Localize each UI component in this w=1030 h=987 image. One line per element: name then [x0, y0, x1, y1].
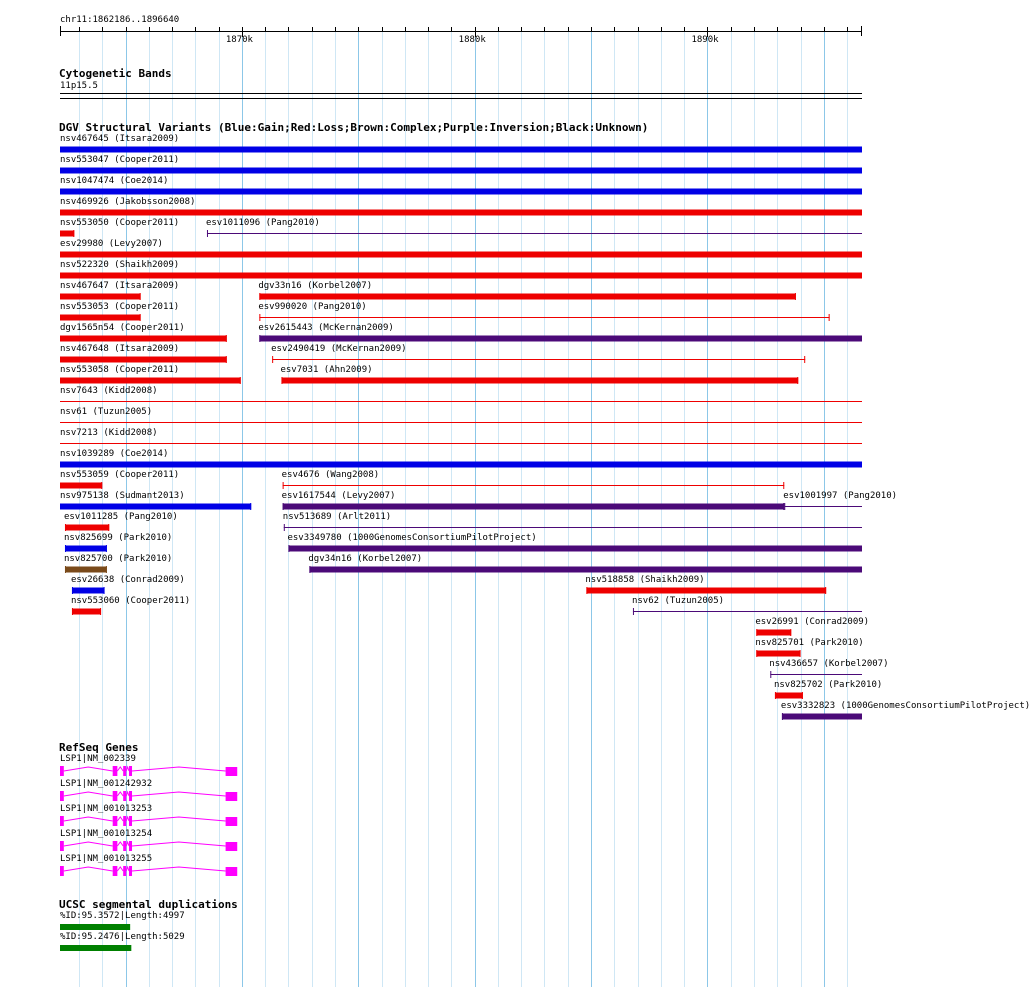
variant-bar: [756, 630, 791, 636]
variant-loss[interactable]: [272, 356, 805, 363]
variant-label[interactable]: nsv61 (Tuzun2005): [60, 407, 153, 417]
variant-bar: [60, 168, 862, 174]
variant-loss[interactable]: [60, 230, 74, 237]
segdup-label[interactable]: %ID:95.3572|Length:4997: [60, 911, 185, 921]
variant-label[interactable]: nsv7213 (Kidd2008): [60, 428, 158, 438]
variant-bar: [65, 567, 107, 573]
variant-label[interactable]: esv26638 (Conrad2009): [70, 575, 185, 585]
exon-block: [113, 816, 118, 826]
variant-label[interactable]: nsv436657 (Korbel2007): [769, 659, 889, 669]
variant-inversion[interactable]: [283, 503, 785, 510]
intron-line: [117, 867, 123, 871]
variant-bar: [60, 315, 141, 321]
intron-line: [117, 792, 123, 796]
variant-bar: [586, 588, 826, 594]
exon-block: [60, 816, 64, 826]
variant-loss[interactable]: [60, 273, 862, 279]
exon-block: [113, 791, 118, 801]
transcript-label[interactable]: LSP1|NM_001013253: [60, 804, 153, 814]
variant-label[interactable]: nsv522320 (Shaikh2009): [60, 260, 180, 270]
exon-block: [226, 767, 238, 776]
variant-bar: [60, 483, 102, 489]
exon-block: [129, 866, 132, 876]
variant-bar: [72, 609, 101, 615]
intron-line: [117, 817, 123, 821]
transcript-glyph[interactable]: [60, 816, 237, 826]
variant-label[interactable]: nsv975138 (Sudmant2013): [60, 491, 185, 501]
refseq-track-title: RefSeq Genes: [59, 741, 139, 754]
variant-bar: [60, 273, 862, 279]
variant-bar: [782, 714, 862, 720]
variant-label[interactable]: esv3332823 (1000GenomesConsortiumPilotProject): [780, 701, 1030, 711]
variant-label[interactable]: esv26991 (Conrad2009): [755, 617, 870, 627]
exon-block: [123, 816, 126, 826]
exon-block: [113, 866, 118, 876]
variant-bar: [775, 693, 803, 699]
intron-line: [126, 867, 129, 871]
transcript-glyph[interactable]: [60, 766, 237, 776]
segdup-bar[interactable]: [60, 924, 130, 930]
variant-gain[interactable]: [60, 147, 862, 153]
variant-loss[interactable]: [60, 377, 241, 384]
variant-inversion[interactable]: [784, 503, 862, 510]
variant-label[interactable]: dgv33n16 (Korbel2007): [258, 281, 373, 291]
exon-block: [123, 841, 126, 851]
variant-gain[interactable]: [60, 462, 862, 468]
variant-inversion[interactable]: [770, 671, 862, 678]
variant-bar: [60, 336, 227, 342]
exon-block: [226, 842, 238, 851]
variant-inversion[interactable]: [633, 608, 862, 615]
intron-line: [117, 767, 123, 771]
intron-line: [132, 817, 226, 821]
variant-inversion[interactable]: [259, 335, 862, 342]
intron-line: [126, 767, 129, 771]
variant-label[interactable]: esv990020 (Pang2010): [258, 302, 367, 312]
transcript-glyph[interactable]: [60, 791, 237, 801]
variant-bar: [60, 294, 141, 300]
variant-loss[interactable]: [65, 524, 109, 531]
variant-loss[interactable]: [586, 587, 826, 594]
variant-bar: [65, 525, 109, 531]
variant-loss[interactable]: [60, 314, 141, 321]
exon-block: [113, 766, 118, 776]
exon-block: [60, 866, 64, 876]
variant-bar: [756, 651, 800, 657]
variant-bar: [60, 504, 251, 510]
variant-loss[interactable]: [756, 650, 800, 657]
variant-inversion[interactable]: [207, 230, 862, 237]
exon-block: [129, 791, 132, 801]
variant-label[interactable]: nsv513689 (Arlt2011): [282, 512, 392, 522]
variant-loss[interactable]: [60, 356, 227, 363]
intron-line: [132, 767, 226, 771]
variant-bar: [259, 294, 796, 300]
exon-block: [226, 817, 238, 826]
variant-bar: [60, 210, 862, 216]
exon-block: [60, 766, 64, 776]
variant-label[interactable]: nsv553047 (Cooper2011): [60, 155, 180, 165]
variant-label[interactable]: nsv553059 (Cooper2011): [60, 470, 180, 480]
intron-line: [132, 842, 226, 846]
exon-block: [60, 841, 64, 851]
variant-label[interactable]: nsv62 (Tuzun2005): [631, 596, 725, 606]
variant-loss[interactable]: [775, 692, 803, 699]
variant-loss[interactable]: [283, 482, 785, 489]
variant-label[interactable]: esv2615443 (McKernan2009): [258, 323, 394, 333]
variant-label[interactable]: esv3349780 (1000GenomesConsortiumPilotProject): [287, 533, 537, 543]
variant-gain[interactable]: [60, 503, 251, 510]
variant-gain[interactable]: [65, 545, 107, 552]
exon-block: [123, 766, 126, 776]
variant-label[interactable]: dgv1565n54 (Cooper2011): [60, 323, 185, 333]
variant-bar: [60, 231, 74, 237]
variant-loss[interactable]: [72, 608, 101, 615]
variant-label[interactable]: nsv553060 (Cooper2011): [70, 596, 191, 606]
exon-block: [129, 841, 132, 851]
variant-label[interactable]: esv1011285 (Pang2010): [63, 512, 178, 522]
dgv-track-title: DGV Structural Variants (Blue:Gain;Red:Loss;Brown:Complex;Purple:Inversion;Black:Unknown): [59, 121, 649, 134]
variant-label[interactable]: nsv467645 (Itsara2009): [60, 134, 180, 144]
intron-line: [126, 792, 129, 796]
variant-label[interactable]: nsv1039289 (Coe2014): [60, 449, 169, 459]
variant-bar: [60, 462, 862, 468]
variant-label[interactable]: nsv467647 (Itsara2009): [60, 281, 180, 291]
intron-line: [126, 817, 129, 821]
transcript-label[interactable]: LSP1|NM_002339: [60, 754, 136, 764]
exon-block: [113, 841, 118, 851]
variant-bar: [288, 546, 862, 552]
intron-line: [64, 842, 113, 846]
variant-label[interactable]: nsv7643 (Kidd2008): [60, 386, 158, 396]
ruler-tick-label: 1890k: [691, 35, 719, 45]
variant-label[interactable]: esv2490419 (McKernan2009): [271, 344, 407, 354]
variant-label[interactable]: nsv553058 (Cooper2011): [60, 365, 180, 375]
intron-line: [117, 842, 123, 846]
variant-label[interactable]: esv1011096 (Pang2010): [205, 218, 320, 228]
variant-bar: [72, 588, 105, 594]
intron-line: [132, 792, 226, 796]
variant-gain[interactable]: [60, 189, 862, 195]
intron-line: [126, 842, 129, 846]
intron-line: [64, 767, 113, 771]
variant-loss[interactable]: [281, 377, 798, 384]
exon-block: [60, 791, 64, 801]
variant-complex[interactable]: [65, 566, 107, 573]
variant-loss[interactable]: [259, 293, 796, 300]
variant-label[interactable]: nsv469926 (Jakobsson2008): [60, 197, 196, 207]
variant-label[interactable]: nsv1047474 (Coe2014): [60, 176, 169, 186]
exon-block: [226, 792, 238, 801]
variant-bar: [259, 336, 862, 342]
variant-bar: [60, 252, 862, 258]
intron-line: [64, 817, 113, 821]
variant-label[interactable]: esv1001997 (Pang2010): [783, 491, 898, 501]
variant-label[interactable]: nsv825702 (Park2010): [773, 680, 883, 690]
variant-gain[interactable]: [60, 168, 862, 174]
variant-label[interactable]: nsv825699 (Park2010): [63, 533, 173, 543]
variant-bar: [60, 357, 227, 363]
variant-label[interactable]: esv29980 (Levy2007): [60, 239, 163, 249]
segdup-label[interactable]: %ID:95.2476|Length:5029: [60, 932, 185, 942]
variant-bar: [65, 546, 107, 552]
exon-block: [123, 866, 126, 876]
exon-block: [123, 791, 126, 801]
variant-bar: [283, 504, 785, 510]
segdup-track-title: UCSC segmental duplications: [59, 898, 238, 911]
variant-loss[interactable]: [60, 482, 102, 489]
variant-label[interactable]: nsv518858 (Shaikh2009): [585, 575, 705, 585]
variant-loss[interactable]: [60, 210, 862, 216]
exon-block: [226, 867, 238, 876]
variant-inversion[interactable]: [782, 713, 862, 720]
variant-label[interactable]: nsv825700 (Park2010): [63, 554, 173, 564]
variant-label[interactable]: dgv34n16 (Korbel2007): [308, 554, 423, 564]
variant-bar: [309, 567, 862, 573]
variant-inversion[interactable]: [309, 566, 862, 573]
intron-line: [132, 867, 226, 871]
exon-block: [129, 766, 132, 776]
variant-label[interactable]: nsv553053 (Cooper2011): [60, 302, 180, 312]
transcript-label[interactable]: LSP1|NM_001242932: [60, 779, 153, 789]
transcript-glyph[interactable]: [60, 841, 237, 851]
cytoband-track-title: Cytogenetic Bands: [59, 67, 172, 80]
variant-label[interactable]: nsv825701 (Park2010): [755, 638, 864, 648]
transcript-label[interactable]: LSP1|NM_001013255: [60, 854, 153, 864]
transcript-label[interactable]: LSP1|NM_001013254: [60, 829, 153, 839]
ruler-range-label: chr11:1862186..1896640: [60, 15, 180, 25]
variant-inversion[interactable]: [284, 524, 862, 531]
variant-label[interactable]: esv7031 (Ahn2009): [280, 365, 373, 375]
variant-label[interactable]: esv4676 (Wang2008): [281, 470, 380, 480]
variant-label[interactable]: nsv553050 (Cooper2011): [60, 218, 180, 228]
ruler-tick-label: 1880k: [458, 35, 486, 45]
variant-loss[interactable]: [60, 252, 862, 258]
intron-line: [64, 792, 113, 796]
variant-bar: [60, 147, 862, 153]
variant-loss[interactable]: [259, 314, 829, 321]
variant-loss[interactable]: [756, 629, 791, 636]
variant-label[interactable]: nsv467648 (Itsara2009): [60, 344, 180, 354]
cytoband-label: 11p15.5: [60, 81, 98, 91]
intron-line: [64, 867, 113, 871]
variant-bar: [281, 378, 798, 384]
variant-inversion[interactable]: [288, 545, 862, 552]
segdup-bar[interactable]: [60, 945, 131, 951]
variant-gain[interactable]: [72, 587, 105, 594]
variant-loss[interactable]: [60, 335, 227, 342]
variant-label[interactable]: esv1617544 (Levy2007): [281, 491, 396, 501]
variant-bar: [60, 378, 241, 384]
transcript-glyph[interactable]: [60, 866, 237, 876]
exon-block: [129, 816, 132, 826]
variant-bar: [60, 189, 862, 195]
variant-loss[interactable]: [60, 293, 141, 300]
ruler-tick-label: 1870k: [225, 35, 253, 45]
